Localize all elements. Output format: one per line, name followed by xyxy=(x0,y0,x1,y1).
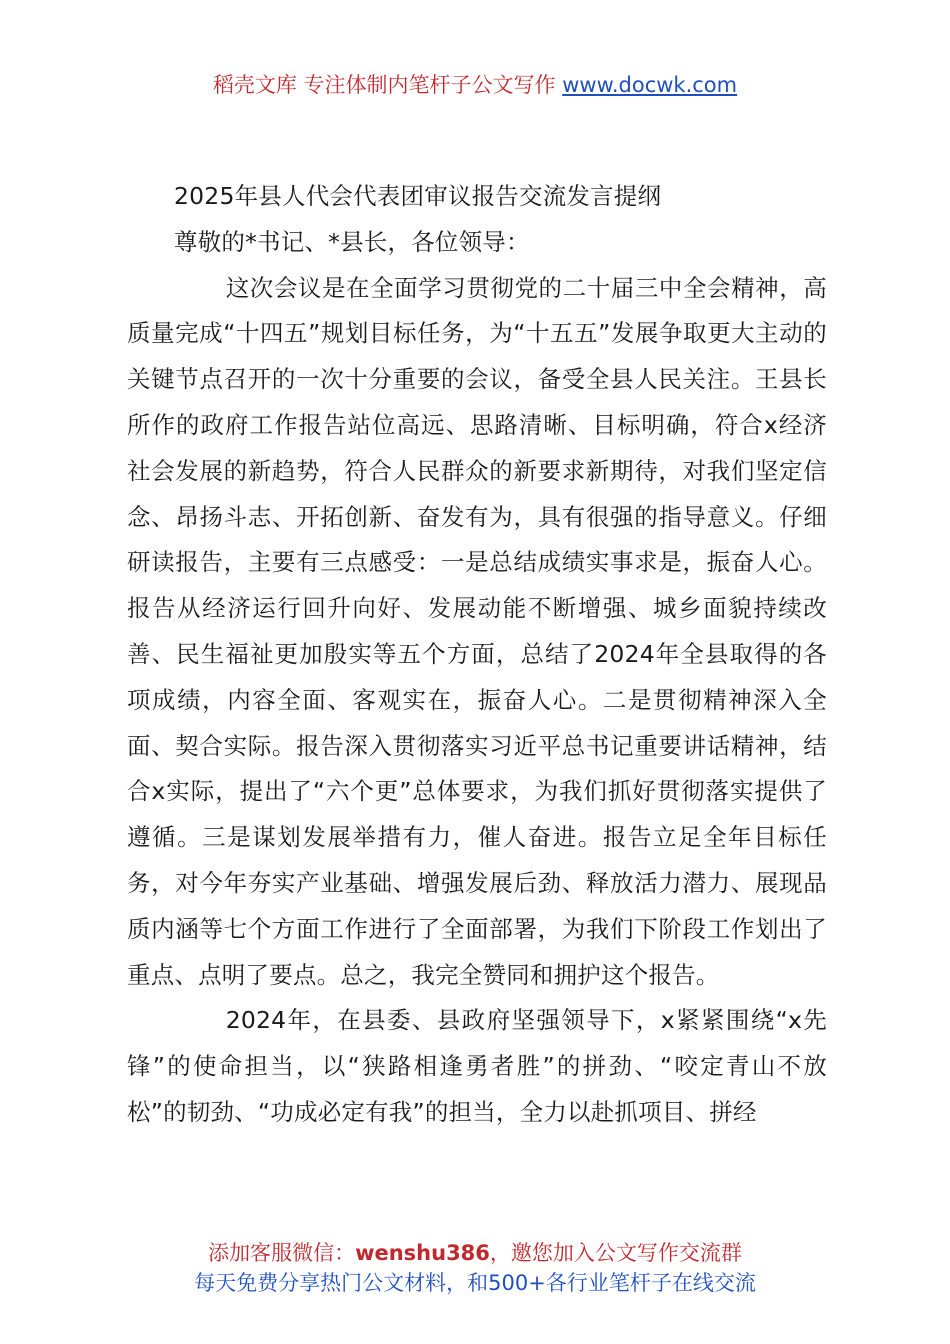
header-brand: 稻壳文库 专注体制内笔杆子公文写作 xyxy=(212,73,556,97)
footer-wechat-id: wenshu386 xyxy=(355,1241,490,1265)
header-site-link[interactable]: www.docwk.com xyxy=(562,73,738,97)
footer-wechat-suffix: ，邀您加入公文写作交流群 xyxy=(489,1241,742,1265)
footer-wechat-prefix: 添加客服微信： xyxy=(208,1241,356,1265)
document-title: 2025年县人代会代表团审议报告交流发言提纲 xyxy=(174,182,662,210)
page-footer xyxy=(0,1238,950,1298)
document-body xyxy=(127,174,827,1136)
salutation: 尊敬的*书记、*县长，各位领导： xyxy=(174,227,530,256)
footer-line-1 xyxy=(0,1238,950,1268)
footer-line-2: 每天免费分享热门公文材料，和500+各行业笔杆子在线交流 xyxy=(194,1271,756,1295)
paragraph-2: 2024年，在县委、县政府坚强领导下，x紧紧围绕“x先锋”的使命担当，以“狭路相逢勇者胜”的拼劲、“咬定青山不放松”的韧劲、“功成必定有我”的担当，全力以赴抓项目、拼经 xyxy=(127,1006,827,1126)
page-header xyxy=(0,70,950,100)
paragraph-1: 这次会议是在全面学习贯彻党的二十届三中全会精神，高质量完成“十四五”规划目标任务，为“十五五”发展争取更大主动的关键节点召开的一次十分重要的会议，备受全县人民关注。王县长所作的政府工作报告站位高远、思路清晰、目标明确，符合x经济社会发展的新趋势，符合人民群众的新要求新期待，对我们坚定信念、昂扬斗志、开拓创新、奋发有为，具有很强的指导意义。仔细研读报告，主要有三点感受：一是总结成绩实事求是，振奋人心。报告从经济运行回升向好、发展动能不断增强、城乡面貌持续改善、民生福祉更加殷实等五个方面，总结了2024年全县取得的各项成绩，内容全面、客观实在，振奋人心。二是贯彻精神深入全面、契合实际。报告深入贯彻落实习近平总书记重要讲话精神，结合x实际，提出了“六个更”总体要求，为我们抓好贯彻落实提供了遵循。三是谋划发展举措有力，催人奋进。报告立足全年目标任务，对今年夯实产业基础、增强发展后劲、释放活力潜力、展现品质内涵等七个方面工作进行了全面部署，为我们下阶段工作划出了重点、点明了要点。总之，我完全赞同和拥护这个报告。 xyxy=(127,273,827,989)
